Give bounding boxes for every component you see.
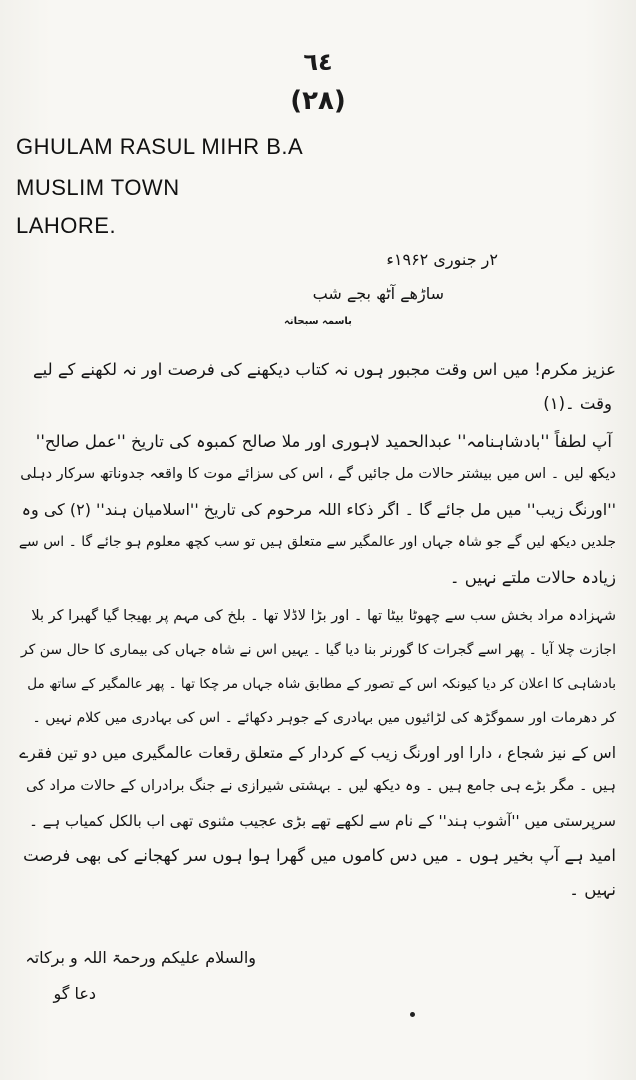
body-line: دیکھ لیں ۔ اس میں بیشتر حالات مل جائیں گے ، اس کی سزائے موت کا واقعہ جدوناتھ سرکار دہلی [20, 466, 616, 482]
body-line: عزیز مکرم! میں اس وقت مجبور ہوں نہ کتاب دیکھنے کی فرصت اور نہ لکھنے کے لیے [32, 360, 616, 379]
body-line: سرپرستی میں ''آشوب ہند'' کے نام سے لکھے تھے بڑی عجیب مثنوی تھی اب بالکل کمیاب ہے ۔ [29, 812, 616, 830]
page-number: ٦٤ [303, 48, 333, 76]
ink-dot [410, 1012, 415, 1017]
body-line: آپ لطفاً ''بادشاہنامہ'' عبدالحمید لاہوری اور ملا صالح کمبوہ کی تاریخ ''عمل صالح'' [35, 432, 612, 451]
body-line: کر دھرمات اور سموگڑھ کی لڑائیوں میں بہادری کے جوہر دکھائے ۔ اس کی بہادری میں کلام نہیں ۔ [32, 710, 616, 726]
body-line: ''اورنگ زیب'' میں مل جائے گا ۔ اگر ذکاء اللہ مرحوم کی تاریخ ''اسلامیان ہند'' (۲) کی وہ [21, 500, 616, 519]
body-line: اس کے نیز شجاع ، دارا اور اورنگ زیب کے کردار کے متعلق رقعات عالمگیری میں دو تین فقرے [19, 744, 616, 762]
letter-time: ساڑھے آٹھ بجے شب [312, 284, 444, 303]
letter-signoff: دعا گو [53, 984, 96, 1003]
body-line: اجازت چلا آیا ۔ پھر اسے گجرات کا گورنر بنا دیا گیا ۔ یہیں اس نے شاہ جہاں کی بیماری کا حال سن کر [20, 642, 616, 658]
body-line: ہیں ۔ مگر بڑے ہی جامع ہیں ۔ وہ دیکھ لیں ۔ بہشتی شیرازی نے جنگ برادراں کے حالات مراد کی [25, 778, 616, 794]
address-line-name: GHULAM RASUL MIHR B.A [16, 134, 304, 159]
letter-number: (٢٨) [290, 86, 346, 116]
letter-heading: باسمہ سبحانہ [284, 316, 352, 327]
body-line: نہیں ۔ [569, 880, 616, 899]
body-line: بادشاہی کا اعلان کر دیا کیونکہ اس کے تصور کے مطابق شاہ جہاں مر چکا تھا ۔ پھر عالمگیر کے ساتھ مل [27, 676, 616, 692]
body-line: وقت ۔(۱) [543, 394, 612, 413]
letter-closing: والسلام علیکم ورحمۃ اللہ و برکاتہ [25, 948, 256, 967]
address-line-city: LAHORE. [16, 213, 117, 238]
letter-date: ۲ر جنوری ۱۹۶۲ء [386, 250, 498, 269]
body-line: جلدیں دیکھ لیں گے جو شاہ جہاں اور عالمگیر سے متعلق ہیں تو سب کچھ معلوم ہو جائے گا ۔ اس سے [18, 534, 616, 550]
body-line: زیادہ حالات ملتے نہیں ۔ [449, 568, 616, 587]
body-line: شہزادہ مراد بخش سب سے چھوٹا بیٹا تھا ۔ اور بڑا لاڈلا تھا ۔ بلخ کی مہم پر بھیجا گیا گھبرا کر بلا [31, 608, 616, 624]
address-line-locality: MUSLIM TOWN [16, 175, 180, 200]
body-line: امید ہے آپ بخیر ہوں ۔ میں دس کاموں میں گھرا ہوا ہوں سر کھجانے کی بھی فرصت [23, 846, 616, 865]
